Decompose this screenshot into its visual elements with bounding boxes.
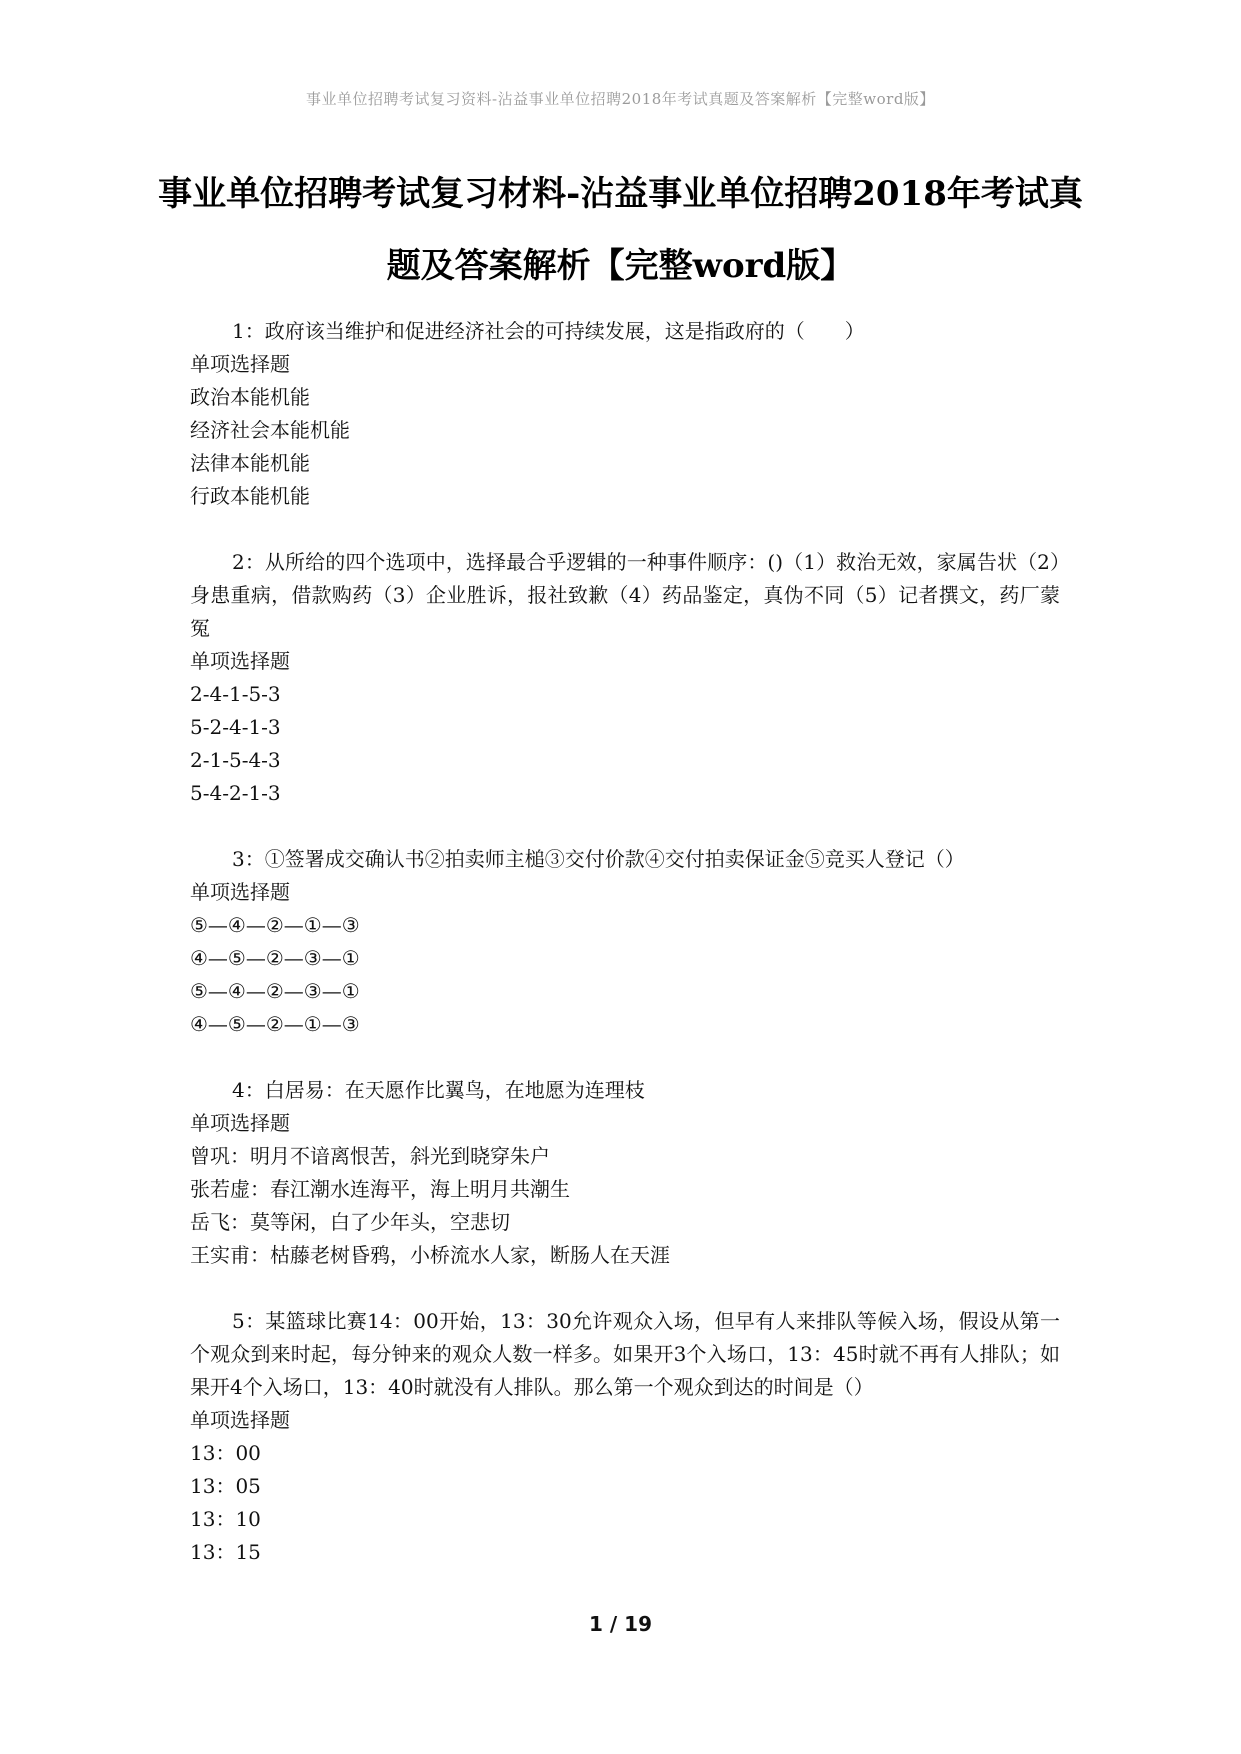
answer-option: 张若虚：春江潮水连海平，海上明月共潮生	[190, 1177, 570, 1201]
question-type: 单项选择题	[190, 1111, 290, 1135]
document-title: 事业单位招聘考试复习材料-沾益事业单位招聘2018年考试真题及答案解析【完整word版】	[158, 174, 1083, 286]
answer-option: 曾巩：明月不谙离恨苦，斜光到晓穿朱户	[190, 1144, 550, 1168]
answer-option: ⑤—④—②—③—①	[190, 979, 360, 1003]
answer-option: 5-2-4-1-3	[190, 715, 281, 739]
question-1	[190, 315, 1060, 513]
answer-option: ④—⑤—②—①—③	[190, 1012, 360, 1036]
answer-option: 岳飞：莫等闲，白了少年头，空悲切	[190, 1210, 510, 1234]
question-text: 3：①签署成交确认书②拍卖师主槌③交付价款④交付拍卖保证金⑤竞买人登记（）	[232, 847, 965, 871]
answer-option: 13：15	[190, 1540, 261, 1564]
question-4	[190, 1074, 1060, 1272]
answer-option: 2-4-1-5-3	[190, 682, 281, 706]
answer-option: 2-1-5-4-3	[190, 748, 281, 772]
question-type: 单项选择题	[190, 1408, 290, 1432]
answer-option: 政治本能机能	[190, 385, 310, 409]
page-number: 1 / 19	[589, 1612, 652, 1636]
answer-option: 行政本能机能	[190, 484, 310, 508]
question-text: 1：政府该当维护和促进经济社会的可持续发展，这是指政府的（ ）	[232, 319, 865, 343]
question-list	[190, 315, 1060, 1602]
question-type: 单项选择题	[190, 880, 290, 904]
question-type: 单项选择题	[190, 352, 290, 376]
answer-option: 13：05	[190, 1474, 261, 1498]
answer-option: 经济社会本能机能	[190, 418, 350, 442]
question-type: 单项选择题	[190, 649, 290, 673]
answer-option: 王实甫：枯藤老树昏鸦，小桥流水人家，断肠人在天涯	[190, 1243, 670, 1267]
answer-option: 5-4-2-1-3	[190, 781, 281, 805]
question-5	[190, 1305, 1060, 1569]
question-text: 2：从所给的四个选项中，选择最合乎逻辑的一种事件顺序：()（1）救治无效，家属告状（2）身患重病，借款购药（3）企业胜诉，报社致歉（4）药品鉴定，真伪不同（5）记者撰文，药厂蒙冤	[190, 550, 1060, 640]
question-text: 4：白居易：在天愿作比翼鸟，在地愿为连理枝	[232, 1078, 645, 1102]
answer-option: ⑤—④—②—①—③	[190, 913, 360, 937]
running-header: 事业单位招聘考试复习资料-沾益事业单位招聘2018年考试真题及答案解析【完整word版】	[306, 90, 935, 108]
question-3	[190, 843, 1060, 1041]
answer-option: 13：00	[190, 1441, 261, 1465]
answer-option: 13：10	[190, 1507, 261, 1531]
question-2	[190, 546, 1060, 810]
question-text: 5：某篮球比赛14：00开始，13：30允许观众入场，但早有人来排队等候入场，假设从第一个观众到来时起，每分钟来的观众人数一样多。如果开3个入场口，13：45时就不再有人排队；如果开4个入场口，13：40时就没有人排队。那么第一个观众到达的时间是（）	[190, 1309, 1060, 1399]
answer-option: 法律本能机能	[190, 451, 310, 475]
answer-option: ④—⑤—②—③—①	[190, 946, 360, 970]
